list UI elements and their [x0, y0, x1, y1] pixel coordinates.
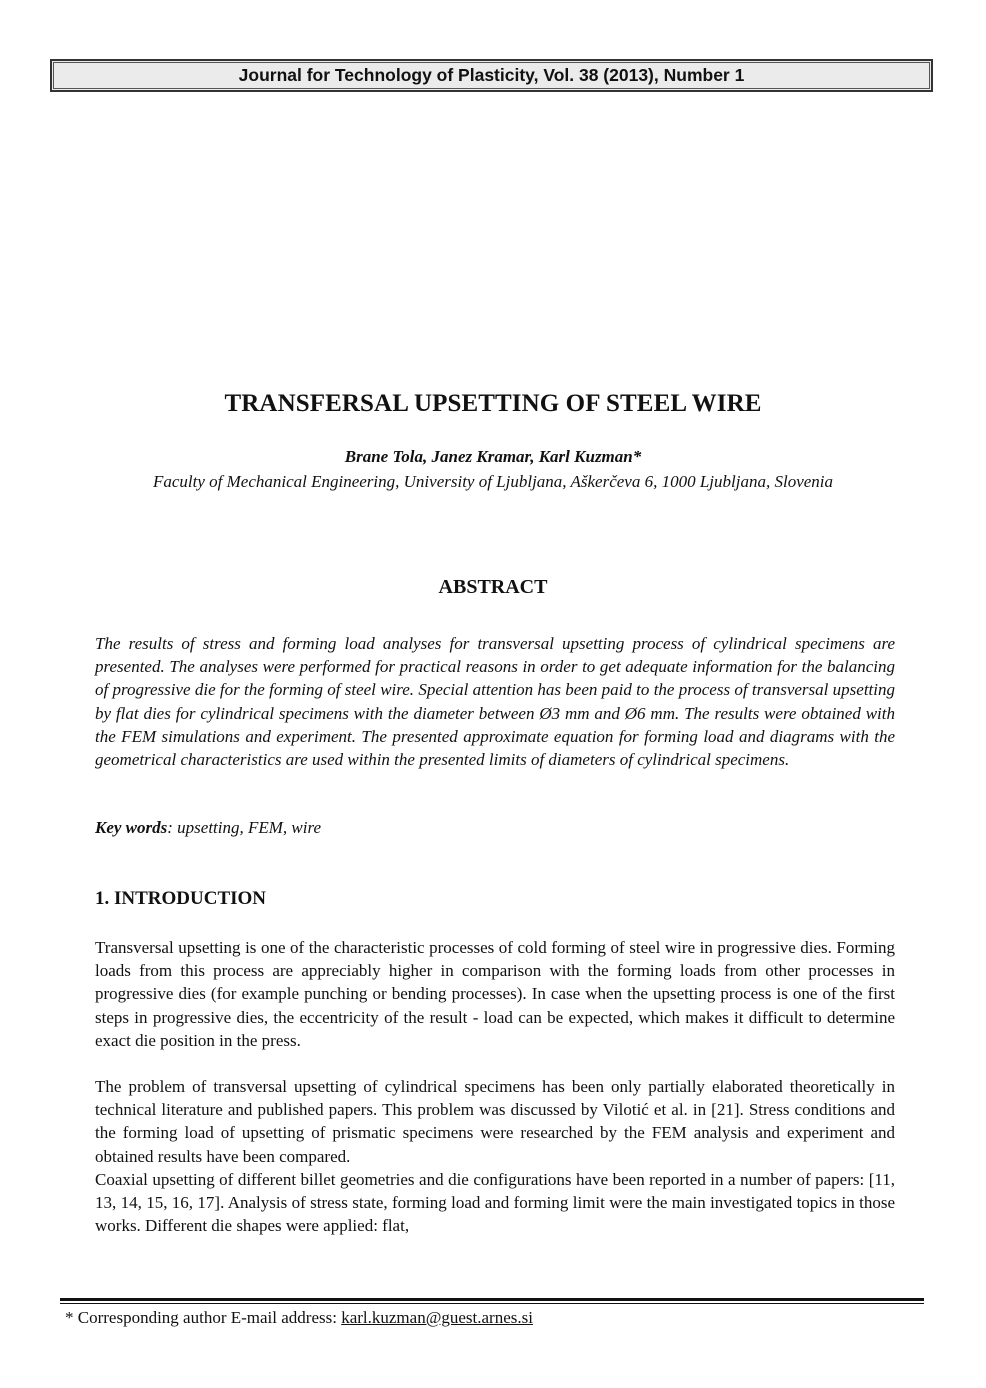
- authors: Brane Tola, Janez Kramar, Karl Kuzman*: [344, 447, 642, 466]
- footnote-prefix: * Corresponding author E-mail address:: [65, 1308, 342, 1327]
- author-email-link[interactable]: karl.kuzman@guest.arnes.si: [341, 1308, 533, 1327]
- affiliation: Faculty of Mechanical Engineering, University of Ljubljana, Aškerčeva 6, 1000 Ljubljana, Slovenia: [152, 472, 834, 491]
- keywords-label: Key words: [95, 818, 168, 837]
- keywords-list: : upsetting, FEM, wire: [167, 818, 322, 837]
- footnote-divider: [60, 1298, 924, 1301]
- intro-paragraph-1: Transversal upsetting is one of the characteristic processes of cold forming of steel wire in progressive dies. Forming loads from this process are appreciably higher in comparison with the forming loads from other processes in progressive dies (for example punching or bending processes). In case when the upsetting process is one of the first steps in progressive dies, the eccentricity of the result - load can be expected, which makes it difficult to determine exact die position in the press.: [95, 938, 895, 1050]
- footnote-divider-thin: [60, 1303, 924, 1304]
- journal-title: Journal for Technology of Plasticity, Vol. 38 (2013), Number 1: [238, 65, 745, 85]
- abstract-heading: ABSTRACT: [438, 576, 548, 598]
- section-heading-introduction: 1. INTRODUCTION: [95, 888, 267, 909]
- footnote: [65, 1308, 533, 1328]
- intro-paragraph-2: The problem of transversal upsetting of cylindrical specimens has been only partially elaborated theoretically in technical literature and published papers. This problem was discussed by Vilotić et al. in [21]. Stress conditions and the forming load of upsetting of prismatic specimens were researched by the FEM analysis and experiment and obtained results have been compared.: [95, 1077, 895, 1166]
- abstract-text: The results of stress and forming load analyses for transversal upsetting process of cylindrical specimens are presented. The analyses were performed for practical reasons in order to get adequate information for the balancing of progressive die for the forming of steel wire. Special attention has been paid to the process of transversal upsetting by flat dies for cylindrical specimens with the diameter between Ø3 mm and Ø6 mm. The results were obtained with the FEM simulations and experiment. The presented approximate equation for forming load and diagrams with the geometrical characteristics are used within the presented limits of diameters of cylindrical specimens.: [95, 634, 895, 770]
- keywords: [95, 818, 321, 838]
- paper-title: TRANSFERSAL UPSETTING OF STEEL WIRE: [224, 390, 762, 417]
- journal-header: [50, 59, 933, 92]
- intro-paragraph-3: Coaxial upsetting of different billet geometries and die configurations have been reported in a number of papers: [11, 13, 14, 15, 16, 17]. Analysis of stress state, forming load and forming limit were the main investigated topics in those works. Different die shapes were applied: flat,: [95, 1170, 895, 1236]
